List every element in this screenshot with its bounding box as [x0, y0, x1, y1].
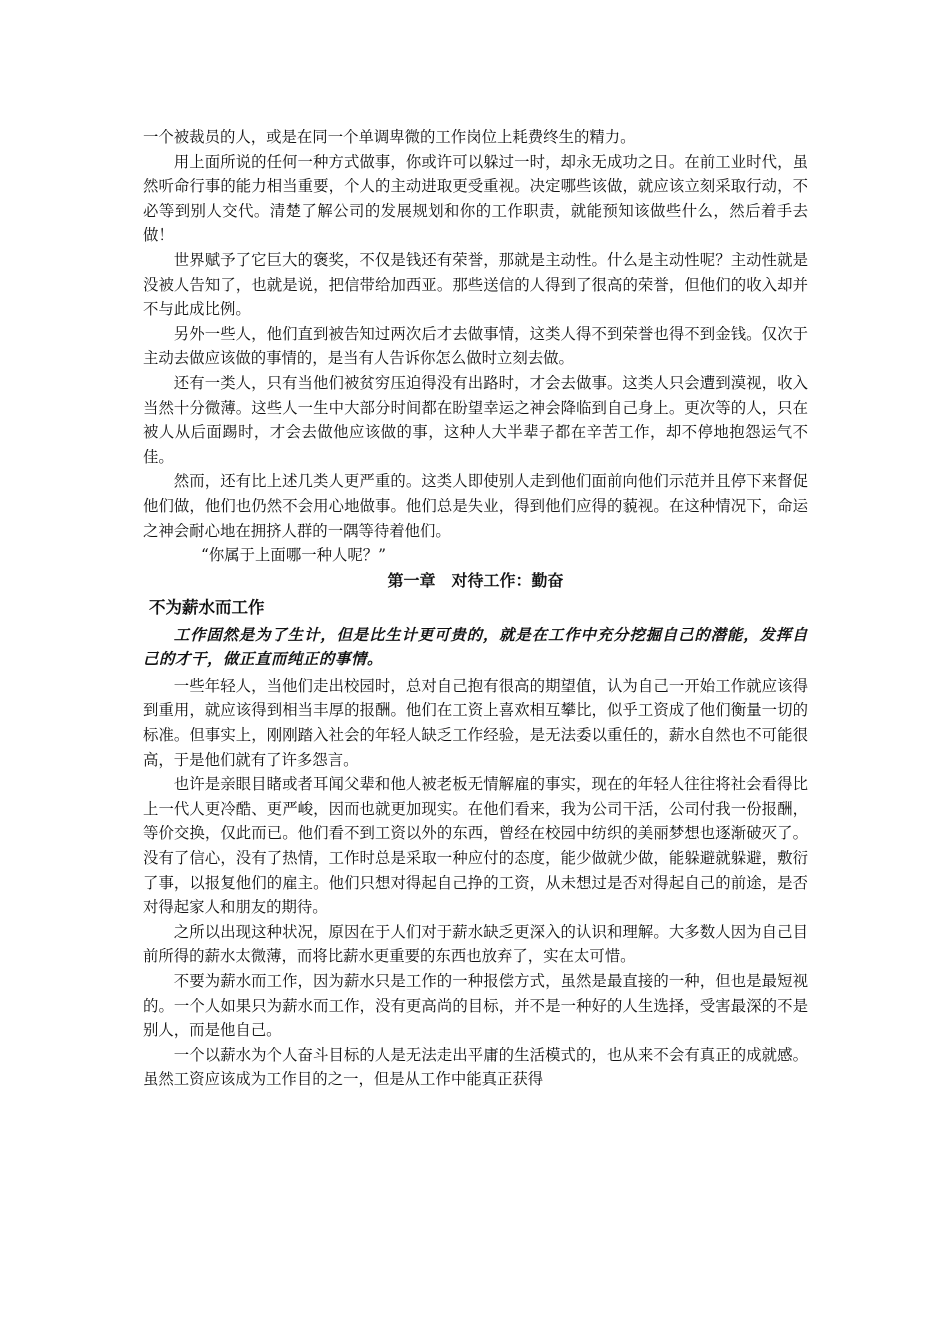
paragraph-7: 一些年轻人，当他们走出校园时，总对自己抱有很高的期望值，认为自己一开始工作就应该得到重用，就应该得到相当丰厚的报酬。他们在工资上喜欢相互攀比，似乎工资成了他们衡量一切的标准。但事实上，刚刚踏入社会的年轻人缺乏工作经验，是无法委以重任的，薪水自然也不可能很高，于是他们就有了许多怨言。	[143, 676, 808, 769]
section-title: 不为薪水而工作	[149, 597, 265, 617]
paragraph-1: 一个被裁员的人，或是在同一个单调卑微的工作岗位上耗费终生的精力。	[143, 128, 636, 146]
paragraph-6: 然而，还有比上述几类人更严重的。这类人即使别人走到他们面前向他们示范并且停下来督促他们做，他们也仍然不会用心地做事。他们总是失业，得到他们应得的藐视。在这种情况下，命运之神会耐心地在拥挤人群的一隅等待着他们。	[143, 472, 808, 540]
paragraph-5: 还有一类人，只有当他们被贫穷压迫得没有出路时，才会去做事。这类人只会遭到漠视，收入当然十分微薄。这些人一生中大部分时间都在盼望幸运之神会降临到自己身上。更次等的人，只在被人从后面踢时，才会去做他应该做的事，这种人大半辈子都在辛苦工作，却不停地抱怨运气不佳。	[143, 373, 808, 466]
paragraph-2: 用上面所说的任何一种方式做事，你或许可以躲过一时，却永无成功之日。在前工业时代，虽然听命行事的能力相当重要，个人的主动进取更受重视。决定哪些该做，就应该立刻采取行动，不必等到别人交代。清楚了解公司的发展规划和你的工作职责，就能预知该做些什么，然后着手去做！	[143, 152, 808, 245]
paragraph-3: 世界赋予了它巨大的褒奖，不仅是钱还有荣誉，那就是主动性。什么是主动性呢？主动性就是没被人告知了，也就是说，把信带给加西亚。那些送信的人得到了很高的荣誉，但他们的收入却并不与此成比例。	[143, 250, 808, 319]
chapter-title: 第一章 对待工作：勤奋	[387, 570, 564, 590]
paragraph-4: 另外一些人，他们直到被告知过两次后才去做事情，这类人得不到荣誉也得不到金钱。仅次于主动去做应该做的事情的，是当有人告诉你怎么做时立刻去做。	[143, 324, 808, 368]
paragraph-10: 不要为薪水而工作，因为薪水只是工作的一种报偿方式，虽然是最直接的一种，但也是最短视的。一个人如果只为薪水而工作，没有更高尚的目标，并不是一种好的人生选择，受害最深的不是别人，而是他自己。	[143, 972, 808, 1040]
paragraph-9: 之所以出现这种状况，原因在于人们对于薪水缺乏更深入的认识和理解。大多数人因为自己目前所得的薪水太微薄，而将比薪水更重要的东西也放弃了，实在太可惜。	[143, 922, 808, 966]
document-page	[143, 125, 808, 1092]
paragraph-8: 也许是亲眼目睹或者耳闻父辈和他人被老板无情解雇的事实，现在的年轻人往往将社会看得比上一代人更冷酷、更严峻，因而也就更加现实。在他们看来，我为公司干活，公司付我一份报酬，等价交换，仅此而已。他们看不到工资以外的东西，曾经在校园中纺织的美丽梦想也逐渐破灭了。没有了信心，没有了热情，工作时总是采取一种应付的态度，能少做就少做，能躲避就躲避，敷衍了事，以报复他们的雇主。他们只想对得起自己挣的工资，从未想过是否对得起自己的前途，是否对得起家人和朋友的期待。	[143, 775, 808, 917]
lead-paragraph: 工作固然是为了生计，但是比生计更可贵的，就是在工作中充分挖掘自己的潜能，发挥自己的才干，做正直而纯正的事情。	[143, 625, 808, 669]
paragraph-11: 一个以薪水为个人奋斗目标的人是无法走出平庸的生活模式的，也从来不会有真正的成就感。虽然工资应该成为工作目的之一，但是从工作中能真正获得	[143, 1045, 808, 1089]
quote-line: “你属于上面哪一种人呢？”	[201, 546, 387, 565]
